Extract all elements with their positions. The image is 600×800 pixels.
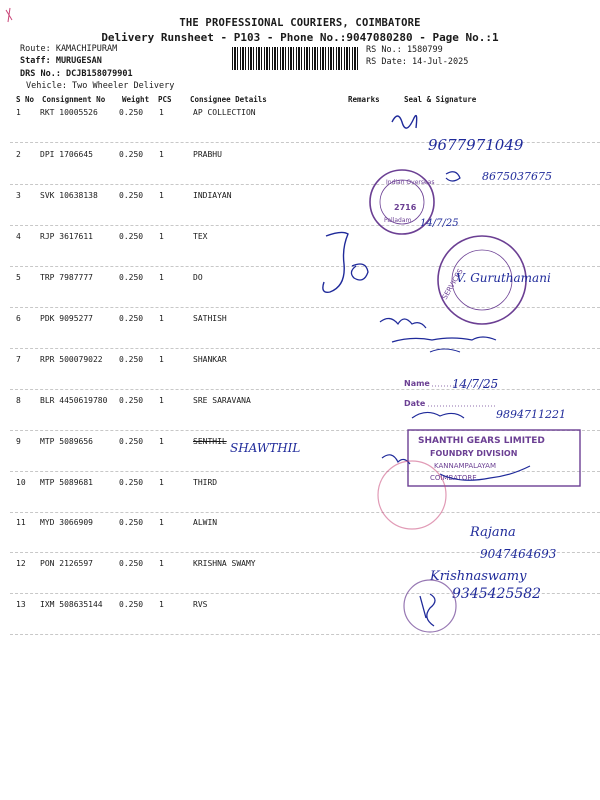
row-consignee: SENTHIL — [193, 437, 227, 446]
col-remarks: Remarks — [348, 95, 380, 104]
handwritten-phone-1: 9677971049 — [428, 136, 524, 154]
row-weight: 0.250 — [119, 396, 144, 405]
table-row — [0, 437, 600, 478]
stamp-locality: KANNAMPALAYAM — [434, 462, 496, 470]
table-row — [0, 518, 600, 559]
row-sno: 9 — [16, 437, 21, 446]
rs-date: RS Date: 14-Jul-2025 — [366, 57, 469, 67]
document-title: THE PROFESSIONAL COURIERS, COIMBATORE — [179, 17, 421, 29]
row-sno: 2 — [16, 150, 21, 159]
drs-label: DRS No.: DCJB158079901 — [20, 69, 133, 79]
col-consignee: Consignee Details — [190, 95, 267, 104]
row-sno: 8 — [16, 396, 21, 405]
row-weight: 0.250 — [119, 600, 144, 609]
handwritten-name-rajana: Rajana — [470, 525, 516, 540]
row-pcs: 1 — [159, 437, 164, 446]
row-divider — [10, 225, 600, 226]
table-row — [0, 191, 600, 232]
row-consignee: TEX — [193, 232, 208, 241]
row-weight: 0.250 — [119, 273, 144, 282]
row-consignment: PDK 9095277 — [40, 314, 93, 323]
row-weight: 0.250 — [119, 232, 144, 241]
row-sno: 12 — [16, 559, 26, 568]
handwritten-signature-guruthamani: V. Guruthamani — [456, 271, 551, 285]
table-row — [0, 478, 600, 519]
table-row — [0, 273, 600, 314]
row-sno: 13 — [16, 600, 26, 609]
row-pcs: 1 — [159, 478, 164, 487]
row-divider — [10, 184, 600, 185]
table-row — [0, 150, 600, 191]
col-seal-signature: Seal & Signature — [404, 95, 477, 104]
barcode — [232, 47, 358, 70]
row-consignment: MYD 3066909 — [40, 518, 93, 527]
row-consignment: DPI 1706645 — [40, 150, 93, 159]
row-divider — [10, 430, 600, 431]
table-row — [0, 232, 600, 273]
row-divider — [10, 389, 600, 390]
row-sno: 6 — [16, 314, 21, 323]
row-weight: 0.250 — [119, 518, 144, 527]
row-pcs: 1 — [159, 559, 164, 568]
table-row — [0, 396, 600, 437]
row-consignment: SVK 10638138 — [40, 191, 98, 200]
row-consignee: SATHISH — [193, 314, 227, 323]
row-weight: 0.250 — [119, 108, 144, 117]
handwritten-phone-3: 9894711221 — [496, 408, 566, 421]
row-divider — [10, 593, 600, 594]
row-consignment: RJP 3617611 — [40, 232, 93, 241]
row-sno: 7 — [16, 355, 21, 364]
row-consignee: RVS — [193, 600, 208, 609]
row-pcs: 1 — [159, 518, 164, 527]
stamp-division: FOUNDRY DIVISION — [430, 449, 518, 458]
row-consignment: MTP 5089681 — [40, 478, 93, 487]
row-divider — [10, 471, 600, 472]
handwritten-phone-2: 8675037675 — [482, 170, 552, 183]
row-pcs: 1 — [159, 396, 164, 405]
row-consignee: KRISHNA SWAMY — [193, 559, 256, 568]
route-label: Route: KAMACHIPURAM — [20, 44, 118, 54]
row-pcs: 1 — [159, 108, 164, 117]
row-weight: 0.250 — [119, 191, 144, 200]
row-weight: 0.250 — [119, 478, 144, 487]
table-row — [0, 559, 600, 600]
date-label: Date — [404, 399, 426, 408]
table-row — [0, 600, 600, 641]
handwritten-name-krishnaswamy: Krishnaswamy — [430, 569, 527, 584]
row-consignment: IXM 508635144 — [40, 600, 103, 609]
col-consignment: Consignment No — [42, 95, 106, 104]
row-consignee: THIRD — [193, 478, 218, 487]
row-pcs: 1 — [159, 191, 164, 200]
row-sno: 10 — [16, 478, 26, 487]
col-sno: S No — [16, 95, 35, 104]
table-row — [0, 108, 600, 149]
name-label: Name — [404, 379, 430, 388]
row-pcs: 1 — [159, 150, 164, 159]
rs-number: RS No.: 1580799 — [366, 45, 443, 55]
seal-ring-text: SERVICES — [440, 267, 465, 301]
row-divider — [10, 512, 600, 513]
staff-label: Staff: MURUGESAN — [20, 56, 102, 66]
stamp-branch-code: 2716 — [394, 203, 417, 212]
row-pcs: 1 — [159, 273, 164, 282]
row-pcs: 1 — [159, 355, 164, 364]
row-consignment: MTP 5089656 — [40, 437, 93, 446]
row-consignment: BLR 4450619780 — [40, 396, 108, 405]
row-consignee: SRE SARAVANA — [193, 396, 251, 405]
row-pcs: 1 — [159, 232, 164, 241]
row-weight: 0.250 — [119, 355, 144, 364]
row-divider — [10, 634, 600, 635]
row-consignee: SHANKAR — [193, 355, 227, 364]
row-weight: 0.250 — [119, 437, 144, 446]
row-divider — [10, 142, 600, 143]
handwritten-phone-4: 9047464693 — [480, 547, 557, 561]
col-weight: Weight — [122, 95, 150, 104]
row-sno: 3 — [16, 191, 21, 200]
row-consignment: TRP 7987777 — [40, 273, 93, 282]
stamp-city: COIMBATORE — [430, 474, 477, 482]
row-consignee: PRABHU — [193, 150, 222, 159]
row-weight: 0.250 — [119, 150, 144, 159]
handwritten-name-value: 14/7/25 — [452, 377, 499, 391]
row-consignee: DO — [193, 273, 203, 282]
row-consignment: PON 2126597 — [40, 559, 93, 568]
row-weight: 0.250 — [119, 559, 144, 568]
stamp-branch-name: Palladam — [384, 217, 412, 224]
row-consignment: RPR 500079022 — [40, 355, 103, 364]
stamp-company-name: SHANTHI GEARS LIMITED — [418, 436, 545, 446]
row-weight: 0.250 — [119, 314, 144, 323]
col-pcs: PCS — [158, 95, 172, 104]
row-consignee: INDIAYAN — [193, 191, 232, 200]
row-divider — [10, 348, 600, 349]
table-row — [0, 355, 600, 396]
handwritten-phone-5: 9345425582 — [452, 586, 542, 602]
row-divider — [10, 307, 600, 308]
row-sno: 4 — [16, 232, 21, 241]
row-sno: 11 — [16, 518, 26, 527]
row-consignee: AP COLLECTION — [193, 108, 256, 117]
row-divider — [10, 552, 600, 553]
vehicle-label: Vehicle: Two Wheeler Delivery — [26, 81, 175, 91]
handwritten-consignee-correction: SHAWTHIL — [230, 441, 301, 455]
row-pcs: 1 — [159, 314, 164, 323]
table-row — [0, 314, 600, 355]
document-subtitle: Delivery Runsheet - P103 - Phone No.:9047080280 - Page No.:1 — [101, 31, 499, 44]
row-sno: 1 — [16, 108, 21, 117]
handwritten-date-1: 14/7/25 — [420, 218, 459, 229]
row-consignment: RKT 10005526 — [40, 108, 98, 117]
row-consignee: ALWIN — [193, 518, 218, 527]
row-pcs: 1 — [159, 600, 164, 609]
row-divider — [10, 266, 600, 267]
stamp-bank-name: Indian Overseas — [386, 179, 435, 186]
row-sno: 5 — [16, 273, 21, 282]
